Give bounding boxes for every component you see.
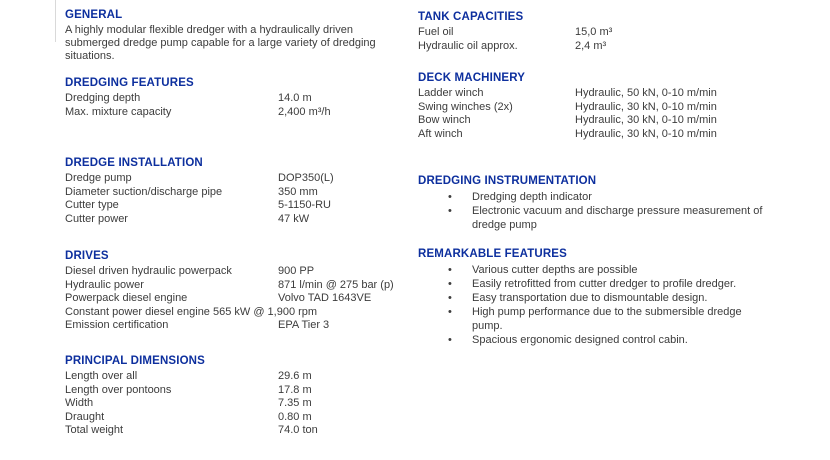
spec-value: 14.0 m [278,92,312,104]
bullet-icon: • [448,306,452,318]
spec-row [418,26,816,40]
spec-row [418,101,816,115]
spec-row [65,384,411,398]
section-principal-dimensions [65,354,411,438]
bullet-text: Electronic vacuum and discharge pressure measurement of dredge pump [472,205,763,231]
spec-row [65,265,411,279]
bullet-item [418,277,770,291]
spec-label: Hydraulic power [65,278,144,291]
spec-label: Length over all [65,370,138,382]
bullet-list [418,263,816,347]
bullet-item [418,305,770,333]
spec-row [65,279,411,293]
spec-value: 871 l/min @ 275 bar (p) [278,278,394,291]
section-dredge-installation [65,156,411,226]
spec-value: 29.6 m [278,370,312,382]
spec-row [65,319,411,333]
section-remarkable-features [418,247,816,347]
spec-row [418,114,816,128]
spec-value: EPA Tier 3 [278,319,330,331]
bullet-icon: • [448,191,452,203]
spec-value: Hydraulic, 30 kN, 0-10 m/min [575,100,717,113]
spec-label: Dredge pump [65,172,132,184]
section-deck-machinery [418,71,816,141]
spec-label: Powerpack diesel engine [65,292,188,304]
spec-value: 5-1150-RU [278,199,331,211]
bullet-text: Various cutter depths are possible [472,264,638,276]
spec-label: Emission certification [65,319,169,331]
spec-row [65,199,411,213]
spec-value: Hydraulic, 30 kN, 0-10 m/min [575,127,717,140]
spec-value: Volvo TAD 1643VE [278,292,372,304]
bullet-item [418,204,770,232]
spec-row [65,186,411,200]
spec-value: 0.80 m [278,410,312,423]
section-title: REMARKABLE FEATURES [418,248,567,260]
spec-label: Diameter suction/discharge pipe [65,185,223,198]
spec-label: Draught [65,410,105,423]
bullet-text: Dredging depth indicator [472,191,592,203]
bullet-item [418,291,770,305]
spec-row [65,370,411,384]
spec-row-text: Constant power diesel engine 565 kW @ 1,900 rpm [65,305,318,318]
spec-value: 74.0 ton [278,424,318,436]
spec-value: Hydraulic, 30 kN, 0-10 m/min [575,114,717,126]
spec-label: Width [65,397,94,409]
spec-value: 900 PP [278,265,315,277]
spec-row [65,306,411,320]
column-left [65,0,411,460]
spec-value: DOP350(L) [278,172,334,184]
spec-label: Bow winch [418,114,471,126]
bullet-icon: • [448,292,452,304]
section-title: DREDGING INSTRUMENTATION [418,175,597,187]
bullet-text: High pump performance due to the submersible dredge pump. [472,306,742,332]
bullet-icon: • [448,278,452,290]
spec-row [418,87,816,101]
column-right [418,0,816,460]
spec-label: Fuel oil [418,26,454,38]
section-title: DECK MACHINERY [418,72,526,84]
spec-label: Dredging depth [65,92,141,104]
bullet-text: Easily retrofitted from cutter dredger to profile dredger. [472,278,737,290]
section-title: GENERAL [65,9,123,21]
spec-label: Cutter type [65,199,119,211]
spec-row [65,397,411,411]
spec-row [65,292,411,306]
spec-row [418,40,816,54]
bullet-list [418,190,816,232]
spec-row [418,128,816,142]
spec-label: Ladder winch [418,87,484,99]
spec-value: 47 kW [278,212,310,225]
spec-row [65,92,411,106]
section-title: DREDGE INSTALLATION [65,157,203,169]
section-dredging-features [65,76,411,119]
spec-label: Length over pontoons [65,383,172,396]
spec-label: Swing winches (2x) [418,100,513,113]
bullet-icon: • [448,205,452,217]
spec-label: Aft winch [418,127,463,140]
spec-label: Total weight [65,424,124,436]
section-general [65,8,411,63]
bullet-item [418,190,770,204]
bullet-icon: • [448,334,452,346]
spec-label: Cutter power [65,212,128,225]
spec-value: 7.35 m [278,397,312,409]
section-paragraph: A highly modular flexible dredger with a hydraulically driven submerged dredge pump capable for a large variety of dredging situations. [65,24,376,62]
spec-label: Hydraulic oil approx. [418,39,518,52]
bullet-icon: • [448,264,452,276]
spec-row [65,213,411,227]
spec-value: 17.8 m [278,383,312,396]
spec-label: Diesel driven hydraulic powerpack [65,265,232,277]
spec-value: 2,4 m³ [575,39,607,52]
spec-value: 15,0 m³ [575,26,613,38]
bullet-item [418,333,770,347]
bullet-item [418,263,770,277]
bullet-text: Spacious ergonomic designed control cabin. [472,334,688,346]
section-title: DRIVES [65,250,109,262]
spec-row [65,411,411,425]
spec-label: Max. mixture capacity [65,105,172,118]
spec-value: 2,400 m³/h [278,105,331,118]
spec-row [65,424,411,438]
section-drives [65,249,411,333]
spec-value: 350 mm [278,185,318,198]
spec-value: Hydraulic, 50 kN, 0-10 m/min [575,87,717,99]
bullet-text: Easy transportation due to dismountable design. [472,292,708,304]
section-title: TANK CAPACITIES [418,11,524,23]
page-edge-line [55,0,56,42]
section-tank-capacities [418,10,816,53]
spec-row [65,106,411,120]
spec-row [65,172,411,186]
section-dredging-instrumentation [418,174,816,232]
section-title: PRINCIPAL DIMENSIONS [65,355,205,367]
section-title: DREDGING FEATURES [65,77,194,89]
